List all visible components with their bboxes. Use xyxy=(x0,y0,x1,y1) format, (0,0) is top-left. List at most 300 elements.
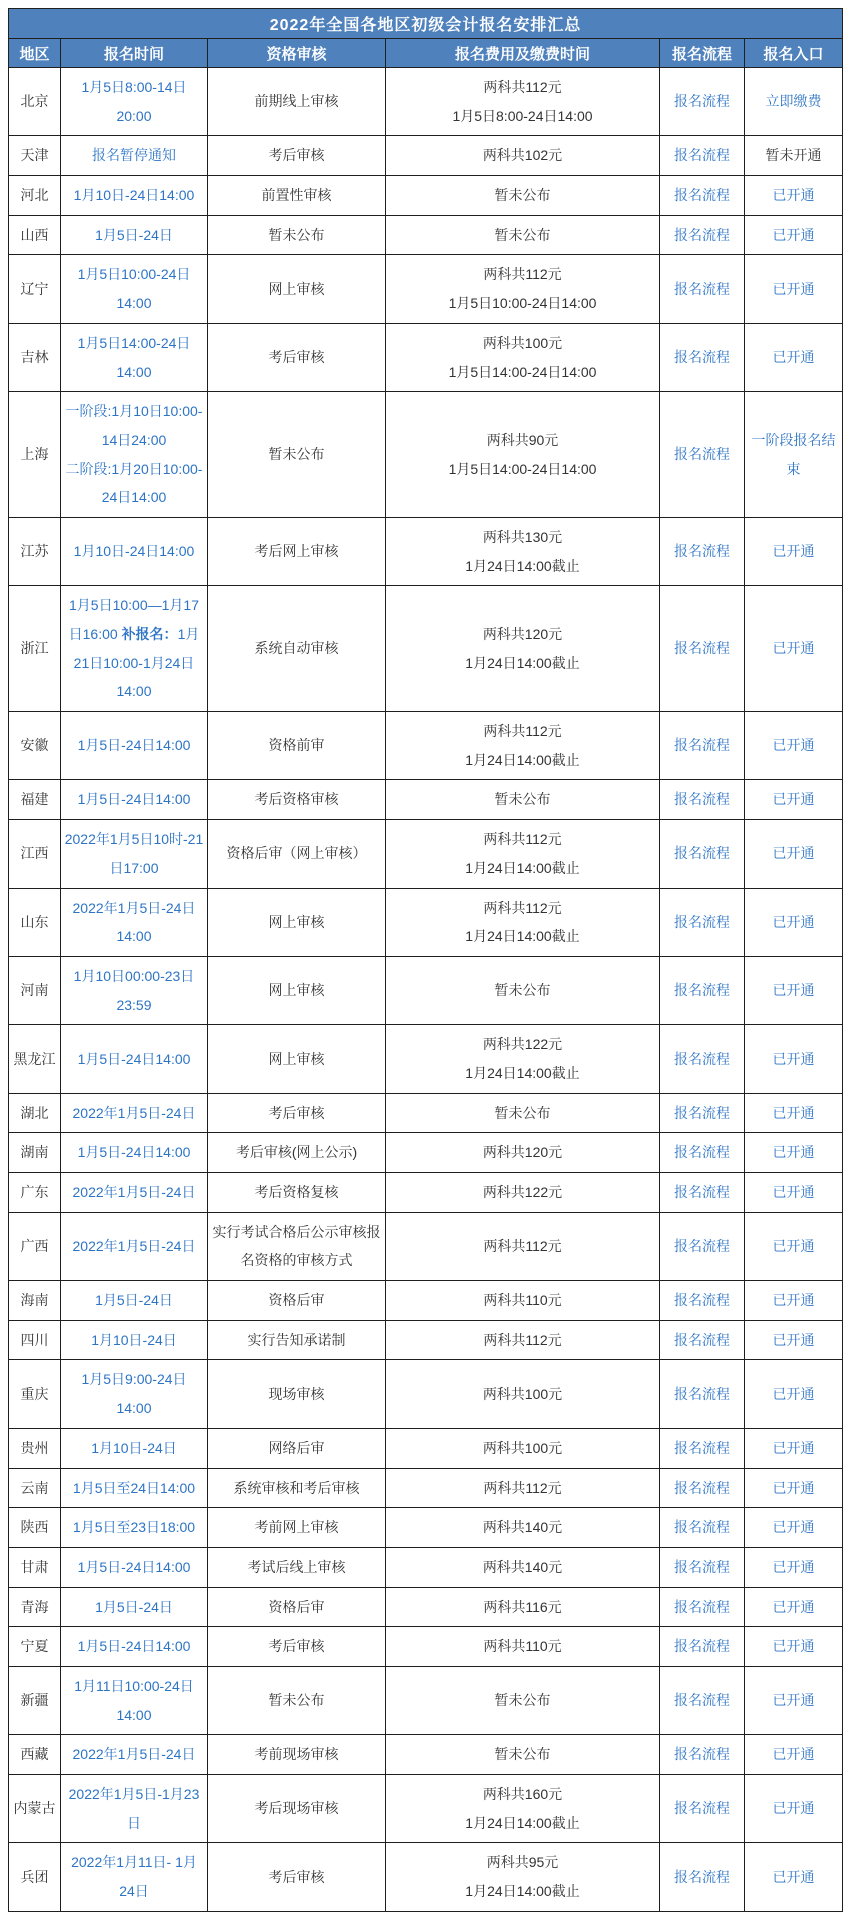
entry-link[interactable]: 已开通 xyxy=(772,737,815,754)
process-link[interactable]: 报名流程 xyxy=(674,187,730,204)
registration-time-link[interactable] xyxy=(61,1025,208,1093)
entry-link[interactable]: 已开通 xyxy=(772,791,815,808)
audit-cell: 资格后审 xyxy=(208,1281,386,1321)
registration-time-link[interactable] xyxy=(61,1508,208,1548)
fee-text: 两科共112元 xyxy=(483,1331,562,1348)
fee-cell xyxy=(386,712,660,780)
entry-cell xyxy=(745,780,843,820)
entry-link[interactable]: 已开通 xyxy=(772,1144,815,1161)
time-text: 2022年1月5日-24日 xyxy=(72,1238,196,1255)
process-link[interactable]: 报名流程 xyxy=(674,1439,730,1456)
audit-cell: 考后审核 xyxy=(208,1627,386,1667)
entry-link[interactable]: 已开通 xyxy=(772,1292,815,1309)
process-link[interactable]: 报名流程 xyxy=(674,1746,730,1763)
region-cell: 甘肃 xyxy=(9,1547,61,1587)
registration-time-link[interactable] xyxy=(61,1735,208,1775)
registration-time-link[interactable] xyxy=(61,1775,208,1843)
time-text: 1月5日-24日 xyxy=(95,1292,173,1309)
entry-cell xyxy=(745,1025,843,1093)
table-row xyxy=(9,586,843,712)
process-cell xyxy=(660,1775,745,1843)
table-row xyxy=(9,712,843,780)
entry-link[interactable]: 已开通 xyxy=(772,845,815,862)
entry-cell xyxy=(745,820,843,888)
registration-time-link[interactable] xyxy=(61,712,208,780)
fee-cell xyxy=(386,1025,660,1093)
audit-cell: 考后审核 xyxy=(208,323,386,391)
entry-link[interactable]: 已开通 xyxy=(772,1638,815,1655)
process-link[interactable]: 报名流程 xyxy=(674,640,730,657)
table-row xyxy=(9,215,843,255)
entry-link[interactable]: 已开通 xyxy=(772,1331,815,1348)
region-cell: 北京 xyxy=(9,68,61,136)
process-cell xyxy=(660,1468,745,1508)
table-row xyxy=(9,323,843,391)
process-link[interactable]: 报名流程 xyxy=(674,1050,730,1067)
table-row xyxy=(9,255,843,323)
entry-cell xyxy=(745,1133,843,1173)
fee-cell xyxy=(386,1775,660,1843)
registration-time-link[interactable] xyxy=(61,820,208,888)
fee-text: 两科共100元 xyxy=(482,1439,563,1456)
process-link[interactable]: 报名流程 xyxy=(674,1598,730,1615)
fee-text: 暂未公布 xyxy=(494,1104,551,1121)
region-cell: 新疆 xyxy=(9,1666,61,1734)
process-link[interactable]: 报名流程 xyxy=(674,845,730,862)
process-link[interactable]: 报名流程 xyxy=(674,93,730,110)
fee-text: 两科共100元 xyxy=(482,1385,563,1402)
entry-link[interactable]: 已开通 xyxy=(772,640,815,657)
fee-text: 两科共102元 xyxy=(482,147,563,164)
audit-cell: 现场审核 xyxy=(208,1360,386,1428)
audit-cell: 考试后线上审核 xyxy=(208,1547,386,1587)
table-row xyxy=(9,1025,843,1093)
registration-time-link[interactable] xyxy=(61,1666,208,1734)
fee-text: 暂未公布 xyxy=(494,791,551,808)
fee-text: 1月24日14:00截止 xyxy=(465,1064,580,1081)
entry-link[interactable]: 已开通 xyxy=(772,543,815,560)
fee-cell xyxy=(386,1212,660,1280)
column-header-5: 报名入口 xyxy=(745,39,843,68)
fee-text: 两科共110元 xyxy=(483,1638,562,1655)
fee-text: 两科共112元 xyxy=(483,1238,562,1255)
time-text-bold: 补报名： xyxy=(121,626,178,642)
process-link[interactable]: 报名流程 xyxy=(674,147,730,164)
fee-text: 两科共130元 xyxy=(482,528,563,545)
table-row xyxy=(9,1093,843,1133)
region-cell: 山西 xyxy=(9,215,61,255)
column-header-2: 资格审核 xyxy=(208,39,386,68)
process-cell xyxy=(660,392,745,518)
process-link[interactable]: 报名流程 xyxy=(674,543,730,560)
fee-text: 两科共120元 xyxy=(482,1144,563,1161)
audit-cell: 暂未公布 xyxy=(208,215,386,255)
audit-cell: 考后网上审核 xyxy=(208,517,386,585)
entry-link[interactable]: 已开通 xyxy=(772,226,815,243)
fee-cell xyxy=(386,1843,660,1911)
entry-cell xyxy=(745,68,843,136)
region-cell: 浙江 xyxy=(9,586,61,712)
process-cell xyxy=(660,1360,745,1428)
table-row xyxy=(9,1587,843,1627)
time-text: 1月10日-24日 xyxy=(91,1331,177,1348)
process-cell xyxy=(660,1735,745,1775)
fee-text: 两科共112元 xyxy=(483,831,562,848)
process-link[interactable]: 报名流程 xyxy=(674,1638,730,1655)
fee-cell xyxy=(386,392,660,518)
time-text: 1月5日-24日 xyxy=(95,1598,173,1615)
process-link[interactable]: 报名流程 xyxy=(674,1144,730,1161)
fee-cell xyxy=(386,1133,660,1173)
process-link[interactable]: 报名流程 xyxy=(674,1479,730,1496)
region-cell: 青海 xyxy=(9,1587,61,1627)
entry-link[interactable]: 已开通 xyxy=(772,1558,815,1575)
region-cell: 云南 xyxy=(9,1468,61,1508)
time-text: 1月5日-24日14:00 xyxy=(77,1050,191,1067)
time-text: 1月21日10:00-1月24日14:00 xyxy=(73,626,200,700)
fee-text: 1月5日14:00-24日14:00 xyxy=(448,363,597,380)
entry-cell xyxy=(745,1212,843,1280)
fee-cell xyxy=(386,1627,660,1667)
fee-text: 两科共160元 xyxy=(482,1786,563,1802)
process-cell xyxy=(660,215,745,255)
process-link[interactable]: 报名流程 xyxy=(674,982,730,999)
fee-cell xyxy=(386,780,660,820)
process-link[interactable]: 报名流程 xyxy=(674,446,730,463)
process-cell xyxy=(660,1508,745,1548)
table-row xyxy=(9,956,843,1024)
entry-status: 暂未开通 xyxy=(765,147,822,164)
process-cell xyxy=(660,1281,745,1321)
page-title: 2022年全国各地区初级会计报名安排汇总 xyxy=(9,9,843,39)
process-link[interactable]: 报名流程 xyxy=(674,1238,730,1255)
column-header-row xyxy=(9,39,843,68)
registration-time-link[interactable] xyxy=(61,1281,208,1321)
region-cell: 河北 xyxy=(9,176,61,216)
entry-link[interactable]: 已开通 xyxy=(772,1868,815,1885)
time-text: 二阶段:1月20日10:00-24日14:00 xyxy=(65,460,203,506)
registration-time-link[interactable] xyxy=(61,1133,208,1173)
fee-text: 两科共100元 xyxy=(482,334,563,351)
entry-link[interactable]: 已开通 xyxy=(772,913,815,930)
registration-time-link[interactable] xyxy=(61,1428,208,1468)
column-header-0: 地区 xyxy=(9,39,61,68)
time-text: 2022年1月11日- 1月24日 xyxy=(71,1854,197,1900)
entry-cell xyxy=(745,392,843,518)
time-text: 1月5日-24日14:00 xyxy=(77,737,191,754)
process-link[interactable]: 报名流程 xyxy=(674,1519,730,1536)
fee-cell xyxy=(386,1428,660,1468)
region-cell: 安徽 xyxy=(9,712,61,780)
fee-text: 两科共122元 xyxy=(482,1036,563,1053)
entry-link[interactable]: 已开通 xyxy=(772,1746,815,1763)
process-cell xyxy=(660,586,745,712)
audit-cell: 考后审核 xyxy=(208,136,386,176)
table-row xyxy=(9,1508,843,1548)
audit-cell: 前期线上审核 xyxy=(208,68,386,136)
audit-cell: 考后审核 xyxy=(208,1093,386,1133)
entry-link[interactable]: 已开通 xyxy=(772,349,815,366)
region-cell: 四川 xyxy=(9,1320,61,1360)
process-cell xyxy=(660,1587,745,1627)
region-cell: 福建 xyxy=(9,780,61,820)
registration-time-link[interactable] xyxy=(61,1093,208,1133)
audit-cell: 考前现场审核 xyxy=(208,1735,386,1775)
audit-cell: 考后资格复核 xyxy=(208,1173,386,1213)
entry-cell xyxy=(745,176,843,216)
fee-cell xyxy=(386,1281,660,1321)
registration-time-link[interactable] xyxy=(61,888,208,956)
fee-text: 1月5日10:00-24日14:00 xyxy=(448,295,597,312)
entry-link[interactable]: 已开通 xyxy=(772,1439,815,1456)
registration-time-link[interactable] xyxy=(61,136,208,176)
region-cell: 山东 xyxy=(9,888,61,956)
region-cell: 江西 xyxy=(9,820,61,888)
registration-time-link[interactable] xyxy=(61,517,208,585)
table-row xyxy=(9,1133,843,1173)
process-link[interactable]: 报名流程 xyxy=(674,1292,730,1309)
entry-link[interactable]: 已开通 xyxy=(772,1692,815,1709)
entry-link[interactable]: 已开通 xyxy=(772,1050,815,1067)
registration-time-link[interactable] xyxy=(61,392,208,518)
entry-link[interactable]: 已开通 xyxy=(772,1385,815,1402)
time-text: 2022年1月5日-1月23日 xyxy=(68,1786,200,1831)
time-text: 1月5日14:00-24日14:00 xyxy=(77,334,191,380)
entry-link[interactable]: 立即缴费 xyxy=(765,93,822,110)
fee-cell xyxy=(386,1360,660,1428)
fee-text: 两科共116元 xyxy=(483,1598,562,1615)
process-link[interactable]: 报名流程 xyxy=(674,280,730,297)
registration-table xyxy=(8,8,843,1912)
time-text: 2022年1月5日-24日 xyxy=(72,1104,196,1121)
entry-cell xyxy=(745,712,843,780)
table-row xyxy=(9,1173,843,1213)
process-cell xyxy=(660,780,745,820)
entry-cell xyxy=(745,1775,843,1843)
time-text: 1月5日9:00-24日14:00 xyxy=(81,1371,187,1417)
registration-time-link[interactable] xyxy=(61,586,208,712)
process-cell xyxy=(660,888,745,956)
registration-time-link[interactable] xyxy=(61,255,208,323)
entry-link[interactable]: 已开通 xyxy=(772,982,815,999)
fee-text: 暂未公布 xyxy=(494,1746,551,1763)
entry-link[interactable]: 已开通 xyxy=(772,1184,815,1200)
table-row xyxy=(9,1281,843,1321)
entry-link[interactable]: 已开通 xyxy=(772,280,815,297)
audit-cell: 考后现场审核 xyxy=(208,1775,386,1843)
registration-time-link[interactable] xyxy=(61,1212,208,1280)
process-cell xyxy=(660,1320,745,1360)
process-link[interactable]: 报名流程 xyxy=(674,791,730,808)
process-cell xyxy=(660,820,745,888)
fee-text: 1月24日14:00截止 xyxy=(465,751,580,768)
region-cell: 西藏 xyxy=(9,1735,61,1775)
entry-cell xyxy=(745,1627,843,1667)
process-cell xyxy=(660,1627,745,1667)
table-row xyxy=(9,392,843,518)
process-link[interactable]: 报名流程 xyxy=(674,913,730,930)
registration-time-link[interactable] xyxy=(61,1627,208,1667)
audit-cell: 实行考试合格后公示审核报名资格的审核方式 xyxy=(208,1212,386,1280)
audit-cell: 考前网上审核 xyxy=(208,1508,386,1548)
time-text: 2022年1月5日-24日 xyxy=(72,1746,196,1763)
time-text: 1月5日-24日14:00 xyxy=(77,1144,191,1161)
time-text: 1月5日-24日14:00 xyxy=(77,791,191,808)
fee-cell xyxy=(386,1468,660,1508)
region-cell: 湖北 xyxy=(9,1093,61,1133)
time-text: 2022年1月5日-24日 xyxy=(72,1184,196,1200)
entry-link[interactable]: 已开通 xyxy=(772,1519,815,1536)
process-cell xyxy=(660,323,745,391)
process-cell xyxy=(660,1666,745,1734)
process-cell xyxy=(660,712,745,780)
entry-link[interactable]: 已开通 xyxy=(772,187,815,204)
audit-cell: 暂未公布 xyxy=(208,392,386,518)
table-row xyxy=(9,1627,843,1667)
fee-text: 暂未公布 xyxy=(494,982,551,999)
region-cell: 贵州 xyxy=(9,1428,61,1468)
process-cell xyxy=(660,1843,745,1911)
title-row xyxy=(9,9,843,39)
process-cell xyxy=(660,176,745,216)
entry-cell xyxy=(745,215,843,255)
process-cell xyxy=(660,1133,745,1173)
fee-text: 两科共122元 xyxy=(482,1184,563,1200)
time-text: 1月11日10:00-24日14:00 xyxy=(74,1677,194,1723)
entry-cell xyxy=(745,255,843,323)
registration-time-link[interactable] xyxy=(61,68,208,136)
registration-time-link[interactable] xyxy=(61,1468,208,1508)
process-link[interactable]: 报名流程 xyxy=(674,1385,730,1402)
time-text: 1月10日-24日 xyxy=(91,1439,177,1456)
process-link[interactable]: 报名流程 xyxy=(674,1558,730,1575)
fee-cell xyxy=(386,517,660,585)
time-text: 1月10日-24日14:00 xyxy=(73,543,195,560)
process-cell xyxy=(660,1093,745,1133)
fee-text: 两科共112元 xyxy=(483,266,562,283)
fee-text: 暂未公布 xyxy=(494,187,551,204)
process-link[interactable]: 报名流程 xyxy=(674,1184,730,1200)
audit-cell: 资格后审 xyxy=(208,1587,386,1627)
fee-text: 两科共140元 xyxy=(482,1519,563,1536)
fee-text: 暂未公布 xyxy=(494,226,551,243)
time-text: 1月5日至24日14:00 xyxy=(72,1479,196,1496)
table-row xyxy=(9,820,843,888)
registration-time-link[interactable] xyxy=(61,323,208,391)
region-cell: 辽宁 xyxy=(9,255,61,323)
registration-time-link[interactable] xyxy=(61,1360,208,1428)
entry-link[interactable]: 已开通 xyxy=(772,1104,815,1121)
fee-cell xyxy=(386,820,660,888)
entry-cell xyxy=(745,586,843,712)
table-row xyxy=(9,1666,843,1734)
process-cell xyxy=(660,136,745,176)
process-link[interactable]: 报名流程 xyxy=(674,1800,730,1817)
time-text: 2022年1月5日10时-21日17:00 xyxy=(64,831,204,876)
entry-cell xyxy=(745,1093,843,1133)
process-link[interactable]: 报名流程 xyxy=(674,737,730,754)
registration-time-link[interactable] xyxy=(61,176,208,216)
entry-cell xyxy=(745,888,843,956)
fee-text: 两科共110元 xyxy=(483,1292,562,1309)
registration-time-link[interactable] xyxy=(61,1320,208,1360)
fee-cell xyxy=(386,68,660,136)
fee-cell xyxy=(386,1547,660,1587)
audit-cell: 实行告知承诺制 xyxy=(208,1320,386,1360)
fee-cell xyxy=(386,1587,660,1627)
table-row xyxy=(9,1360,843,1428)
registration-time-link[interactable] xyxy=(61,1587,208,1627)
region-cell: 天津 xyxy=(9,136,61,176)
fee-cell xyxy=(386,136,660,176)
process-link[interactable]: 报名流程 xyxy=(674,1331,730,1348)
registration-time-link[interactable] xyxy=(61,1547,208,1587)
region-cell: 河南 xyxy=(9,956,61,1024)
fee-cell xyxy=(386,888,660,956)
entry-cell xyxy=(745,1547,843,1587)
entry-cell xyxy=(745,1843,843,1911)
audit-cell: 网上审核 xyxy=(208,888,386,956)
entry-link[interactable]: 已开通 xyxy=(772,1479,815,1496)
fee-cell xyxy=(386,323,660,391)
fee-cell xyxy=(386,1666,660,1734)
entry-cell xyxy=(745,1320,843,1360)
entry-cell xyxy=(745,1173,843,1213)
process-link[interactable]: 报名流程 xyxy=(674,226,730,243)
process-link[interactable]: 报名流程 xyxy=(674,1692,730,1709)
region-cell: 重庆 xyxy=(9,1360,61,1428)
fee-text: 1月24日14:00截止 xyxy=(465,557,580,574)
process-link[interactable]: 报名流程 xyxy=(674,349,730,366)
process-link[interactable]: 报名流程 xyxy=(674,1104,730,1121)
entry-cell xyxy=(745,1468,843,1508)
entry-link[interactable]: 已开通 xyxy=(772,1800,815,1817)
registration-time-link[interactable] xyxy=(61,780,208,820)
fee-cell xyxy=(386,1173,660,1213)
entry-cell xyxy=(745,1587,843,1627)
table-row xyxy=(9,888,843,956)
audit-cell: 考后审核 xyxy=(208,1843,386,1911)
process-cell xyxy=(660,1212,745,1280)
table-row xyxy=(9,176,843,216)
entry-cell xyxy=(745,1508,843,1548)
registration-time-link[interactable] xyxy=(61,215,208,255)
fee-text: 两科共112元 xyxy=(483,1479,562,1496)
fee-cell xyxy=(386,1093,660,1133)
time-text: 1月5日10:00-24日14:00 xyxy=(77,266,191,312)
audit-cell: 网络后审 xyxy=(208,1428,386,1468)
fee-cell xyxy=(386,255,660,323)
registration-time-link[interactable] xyxy=(61,1843,208,1911)
registration-time-link[interactable] xyxy=(61,1173,208,1213)
process-link[interactable]: 报名流程 xyxy=(674,1868,730,1885)
fee-text: 两科共112元 xyxy=(483,79,562,95)
time-text: 1月10日-24日14:00 xyxy=(73,187,195,204)
fee-text: 两科共95元 xyxy=(486,1854,559,1871)
entry-link[interactable]: 已开通 xyxy=(772,1238,815,1255)
column-header-3: 报名费用及缴费时间 xyxy=(386,39,660,68)
fee-text: 1月24日14:00截止 xyxy=(465,928,580,945)
fee-text: 两科共90元 xyxy=(486,431,559,448)
audit-cell: 网上审核 xyxy=(208,956,386,1024)
entry-link[interactable]: 一阶段报名结束 xyxy=(751,431,836,477)
entry-link[interactable]: 已开通 xyxy=(772,1598,815,1615)
column-header-1: 报名时间 xyxy=(61,39,208,68)
time-text: 1月5日至23日18:00 xyxy=(72,1519,196,1536)
audit-cell: 考后审核(网上公示) xyxy=(208,1133,386,1173)
registration-time-link[interactable] xyxy=(61,956,208,1024)
entry-cell xyxy=(745,323,843,391)
